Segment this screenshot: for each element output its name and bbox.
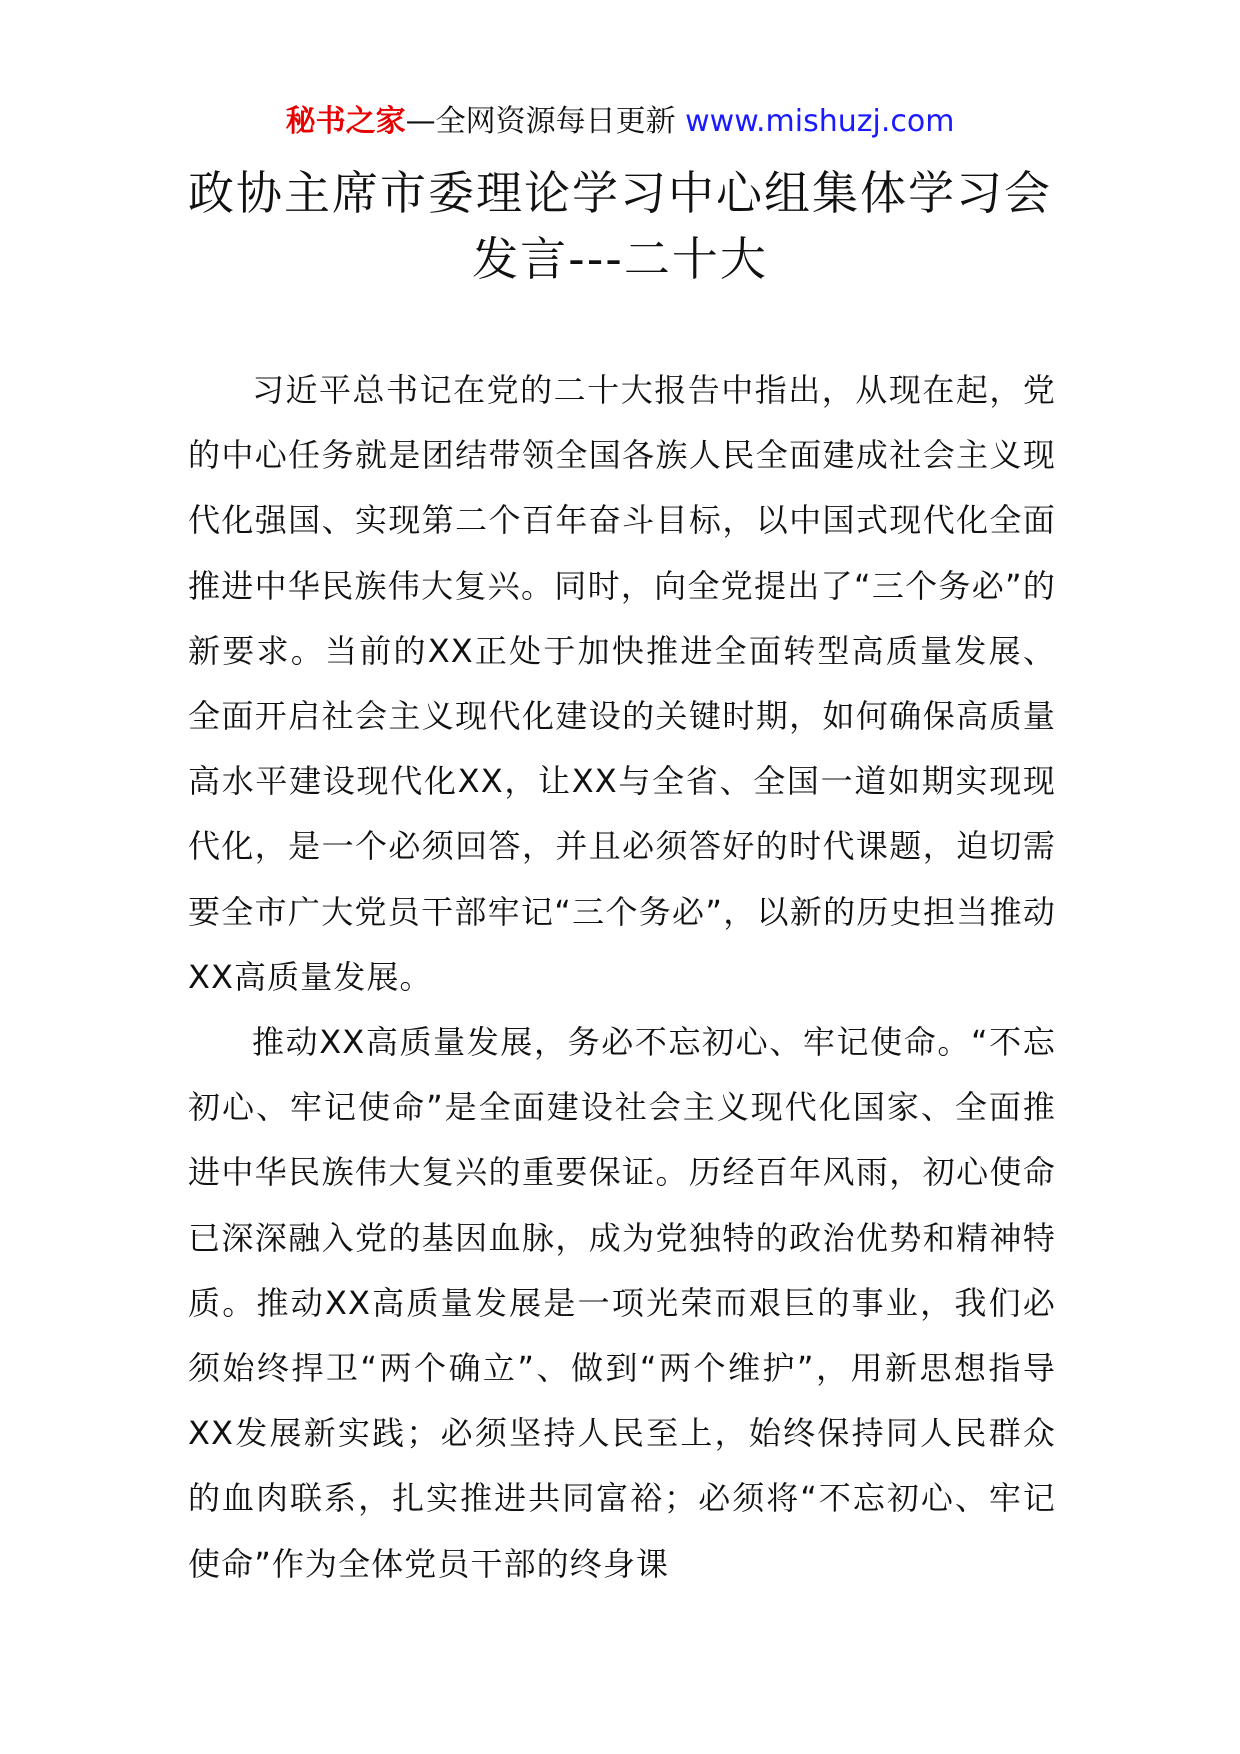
title-line-2: 发言---二十大	[472, 232, 768, 286]
site-url-link[interactable]: www.mishuzj.com	[685, 104, 955, 139]
site-header	[0, 100, 1240, 144]
document-body	[188, 358, 1056, 1597]
paragraph-2: 推动XX高质量发展，务必不忘初心、牢记使命。“不忘初心、牢记使命”是全面建设社会主义现代化国家、全面推进中华民族伟大复兴的重要保证。历经百年风雨，初心使命已深深融入党的基因血脉，成为党独特的政治优势和精神特质。推动XX高质量发展是一项光荣而艰巨的事业，我们必须始终捍卫“两个确立”、做到“两个维护”，用新思想指导XX发展新实践；必须坚持人民至上，始终保持同人民群众的血肉联系，扎实推进共同富裕；必须将“不忘初心、牢记使命”作为全体党员干部的终身课	[188, 1023, 1056, 1583]
header-tagline: —全网资源每日更新	[405, 104, 686, 139]
document-title	[160, 160, 1080, 292]
title-line-1: 政协主席市委理论学习中心组集体学习会	[188, 166, 1052, 220]
brand-name: 秘书之家	[285, 104, 406, 139]
paragraph-1: 习近平总书记在党的二十大报告中指出，从现在起，党的中心任务就是团结带领全国各族人民全面建成社会主义现代化强国、实现第二个百年奋斗目标，以中国式现代化全面推进中华民族伟大复兴。同时，向全党提出了“三个务必”的新要求。当前的XX正处于加快推进全面转型高质量发展、全面开启社会主义现代化建设的关键时期，如何确保高质量高水平建设现代化XX，让XX与全省、全国一道如期实现现代化，是一个必须回答，并且必须答好的时代课题，迫切需要全市广大党员干部牢记“三个务必”，以新的历史担当推动XX高质量发展。	[188, 371, 1056, 996]
